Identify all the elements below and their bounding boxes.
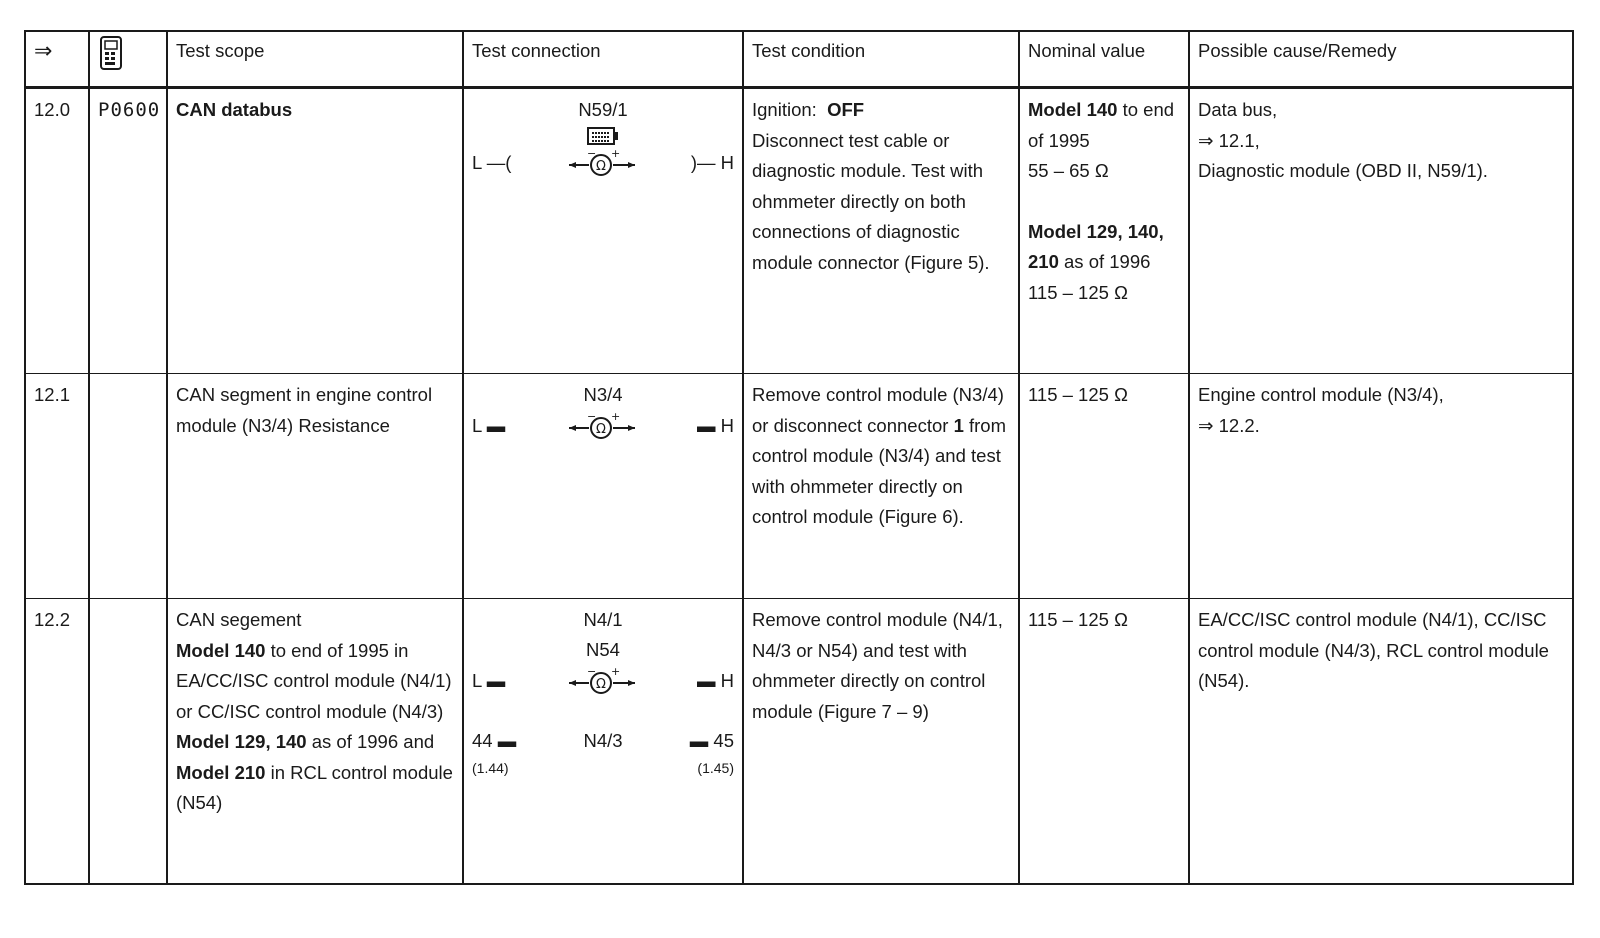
header-test-connection: Test connection (463, 31, 743, 88)
remedy-line: Engine control module (N3/4), (1198, 384, 1444, 405)
test-table-sheet (24, 30, 1572, 908)
test-scope: CAN databus (167, 88, 463, 374)
scope-text: in RCL control module (N54) (176, 761, 453, 813)
lead-right-label: H (720, 670, 734, 691)
tester-handset-icon (98, 36, 124, 70)
connection-label: N59/1 (578, 99, 628, 120)
header-test-scope: Test scope (167, 31, 463, 88)
fault-code (89, 374, 167, 599)
ohmmeter-icon (567, 149, 639, 177)
connection-label: N3/4 (583, 384, 623, 405)
scope-text: to end of 1995 in EA/CC/ISC control module (N4/1) or CC/ISC control module (N4/3) (176, 639, 452, 722)
test-condition: Remove control module (N4/1, N4/3 or N54) and test with ohmmeter directly on control module (Figure 7 – 9) (743, 599, 1019, 885)
lead-right-label: H (720, 415, 734, 436)
model-range: as of 1996 (1064, 251, 1151, 272)
diagnostic-test-table (24, 30, 1574, 885)
nominal-value: 115 – 125 Ω (1019, 599, 1189, 885)
svg-text:+: + (611, 667, 621, 678)
possible-cause (1189, 374, 1573, 599)
possible-cause: EA/CC/ISC control module (N4/1), CC/ISC control module (N4/3), RCL control module (N54). (1189, 599, 1573, 885)
ohmmeter-icon (567, 667, 639, 695)
diagnostic-connector-icon (586, 126, 620, 146)
model-label: Model 140 (176, 639, 266, 661)
test-connection: N3/4 L ▬ Ω − + ▬ H (463, 374, 743, 599)
pin-right-sub: (1.45) (697, 760, 734, 776)
pin-left: 44 (472, 730, 493, 751)
remedy-line: Data bus, (1198, 99, 1278, 120)
test-scope (167, 599, 463, 885)
header-tester (89, 31, 167, 88)
test-connection: N4/1 N54 L ▬ Ω − + ▬ H 44 ▬ N4/3 ▬ 45 (1.44) (1.45) (463, 599, 743, 885)
resistance-value: 115 – 125 Ω (1028, 281, 1128, 303)
connector-number: 1 (953, 414, 964, 436)
step-number: 12.1 (25, 374, 89, 599)
connection-label: N4/3 (583, 730, 623, 751)
svg-text:Ω: Ω (596, 422, 606, 437)
step-number: 12.0 (25, 88, 89, 374)
header-nominal-value: Nominal value (1019, 31, 1189, 88)
model-range: to end of 1995 (1028, 99, 1175, 151)
model-label: Model 210 (176, 761, 266, 783)
pin-right: 45 (713, 730, 734, 751)
header-row (25, 31, 1573, 88)
scope-text: as of 1996 and (311, 731, 435, 752)
svg-text:−: − (587, 667, 597, 678)
model-label: Model 129, 140 (176, 731, 307, 752)
model-label: Model 140 (1028, 99, 1118, 120)
test-connection: N59/1 L —( Ω − + )— H (463, 88, 743, 374)
test-condition (743, 374, 1019, 599)
test-scope: CAN segment in engine control module (N3/4) Resistance (167, 374, 463, 599)
table-row (25, 599, 1573, 885)
step-number: 12.2 (25, 599, 89, 885)
svg-text:Ω: Ω (596, 677, 606, 692)
remedy-line: ⇒ 12.2. (1198, 414, 1260, 436)
model-label: Model 129, 140, 210 (1028, 220, 1164, 272)
fault-code: P0600 (89, 88, 167, 374)
header-test-condition: Test condition (743, 31, 1019, 88)
fault-code (89, 599, 167, 885)
remedy-line: Diagnostic module (OBD II, N59/1). (1198, 160, 1488, 181)
svg-text:+: + (611, 412, 621, 423)
nominal-value (1019, 88, 1189, 374)
pin-left-sub: (1.44) (472, 760, 509, 776)
nominal-value: 115 – 125 Ω (1019, 374, 1189, 599)
ignition-value: OFF (827, 99, 865, 120)
lead-left-label: L (472, 670, 482, 691)
ohmmeter-icon (567, 412, 639, 440)
remedy-line: ⇒ 12.1, (1198, 129, 1260, 151)
lead-right-label: H (720, 152, 734, 173)
svg-text:−: − (587, 412, 597, 423)
possible-cause (1189, 88, 1573, 374)
lead-left-label: L (472, 152, 482, 173)
connection-label: N4/1 (583, 609, 623, 630)
condition-text: Remove control module (N3/4) or disconnect connector (752, 384, 1004, 436)
ignition-label: Ignition: (752, 99, 817, 120)
svg-text:−: − (587, 149, 597, 160)
header-arrow: ⇒ (25, 31, 89, 88)
condition-text: Disconnect test cable or diagnostic module. Test with ohmmeter directly on both connections of diagnostic module connector (Figure 5). (752, 129, 990, 273)
table-row (25, 88, 1573, 374)
scope-line: CAN segement (176, 609, 302, 630)
test-condition (743, 88, 1019, 374)
table-row (25, 374, 1573, 599)
svg-text:Ω: Ω (596, 159, 606, 174)
lead-left-label: L (472, 415, 482, 436)
resistance-value: 55 – 65 Ω (1028, 160, 1109, 181)
condition-text: from control module (N3/4) and test with ohmmeter directly on control module (Figure 6). (752, 414, 1006, 527)
connection-label: N54 (586, 639, 620, 660)
svg-text:+: + (611, 149, 621, 160)
header-remedy: Possible cause/Remedy (1189, 31, 1573, 88)
